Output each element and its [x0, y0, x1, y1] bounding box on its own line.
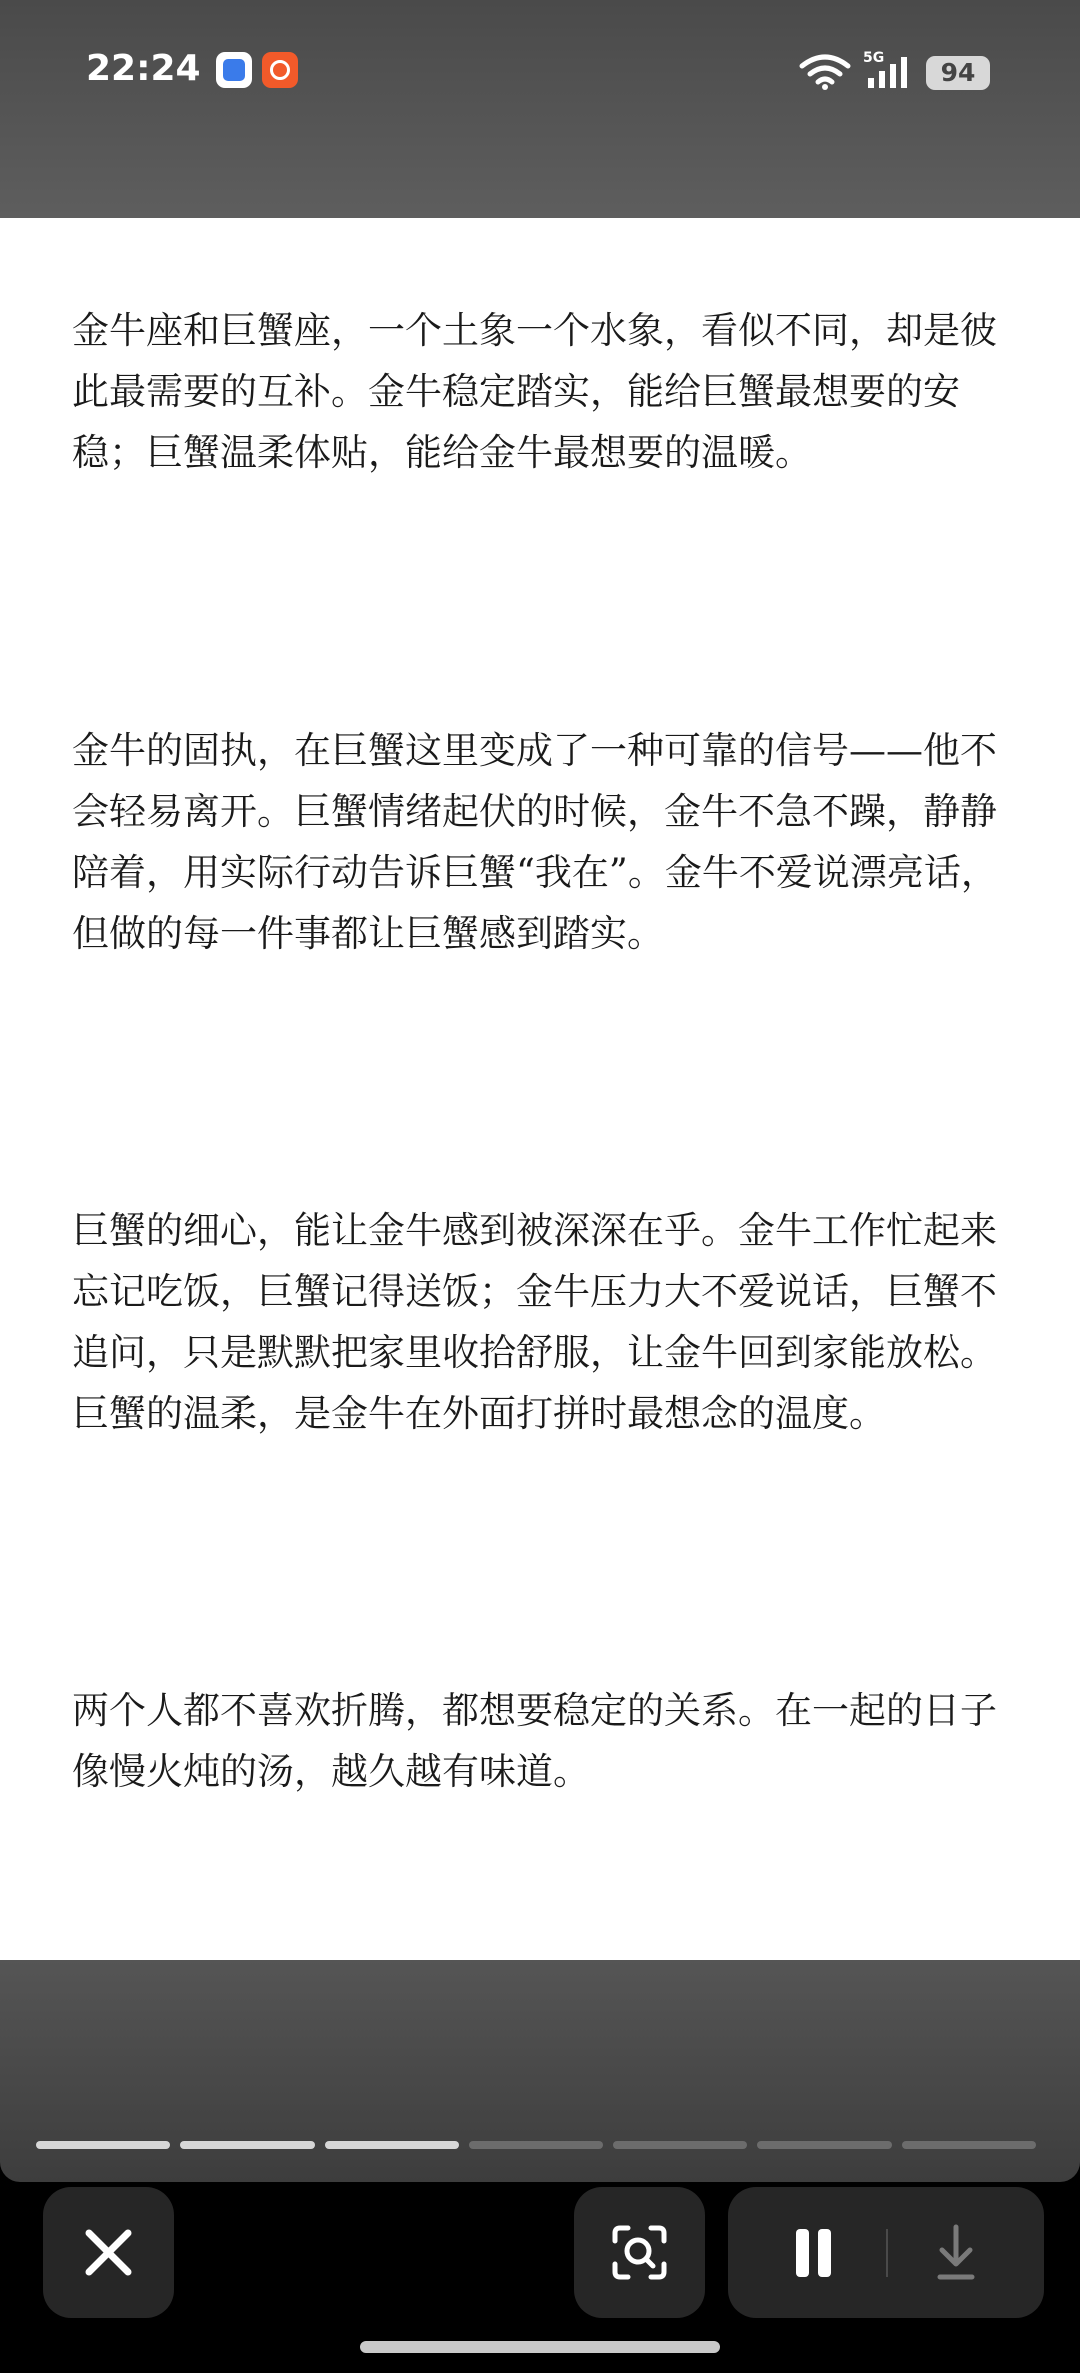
download-icon[interactable] — [884, 2187, 1044, 2318]
paragraph-2: 金牛的固执，在巨蟹这里变成了一种可靠的信号——他不会轻易离开。巨蟹情绪起伏的时候，金牛不急不躁，静静陪着，用实际行动告诉巨蟹“我在”。金牛不爱说漂亮话，但做的每一件事都让巨蟹感到踏实。 — [72, 729, 998, 955]
progress-segment — [613, 2141, 747, 2149]
progress-segment — [469, 2141, 603, 2149]
paragraph-4: 两个人都不喜欢折腾，都想要稳定的关系。在一起的日子像慢火炖的汤，越久越有味道。 — [72, 1689, 997, 1793]
playback-controls — [728, 2187, 1044, 2318]
pause-icon[interactable] — [728, 2187, 888, 2318]
close-button[interactable] — [43, 2187, 174, 2318]
signal-icon — [866, 56, 910, 90]
progress-segment — [757, 2141, 891, 2149]
paragraph-1: 金牛座和巨蟹座，一个土象一个水象，看似不同，却是彼此最需要的互补。金牛稳定踏实，能给巨蟹最想要的安稳；巨蟹温柔体贴，能给金牛最想要的温暖。 — [72, 309, 997, 474]
notes-app-icon — [216, 52, 252, 88]
home-indicator[interactable] — [360, 2341, 720, 2353]
status-time: 22:24 — [86, 48, 201, 89]
wifi-icon — [798, 54, 852, 90]
status-bar — [0, 0, 1080, 218]
paragraph-3: 巨蟹的细心，能让金牛感到被深深在乎。金牛工作忙起来忘记吃饭，巨蟹记得送饭；金牛压力大不爱说话，巨蟹不追问，只是默默把家里收拾舒服，让金牛回到家能放松。巨蟹的温柔，是金牛在外面打拼时最想念的温度。 — [72, 1209, 997, 1435]
scan-button[interactable] — [574, 2187, 705, 2318]
story-progress — [36, 2141, 1036, 2149]
progress-segment — [36, 2141, 170, 2149]
progress-segment — [180, 2141, 314, 2149]
scan-icon — [574, 2187, 705, 2318]
progress-segment — [902, 2141, 1036, 2149]
video-app-icon — [262, 52, 298, 88]
battery-icon: 94 — [926, 56, 990, 90]
article-content — [0, 218, 1080, 1960]
progress-segment — [325, 2141, 459, 2149]
close-icon — [43, 2187, 174, 2318]
network-type: 5G — [863, 50, 885, 66]
